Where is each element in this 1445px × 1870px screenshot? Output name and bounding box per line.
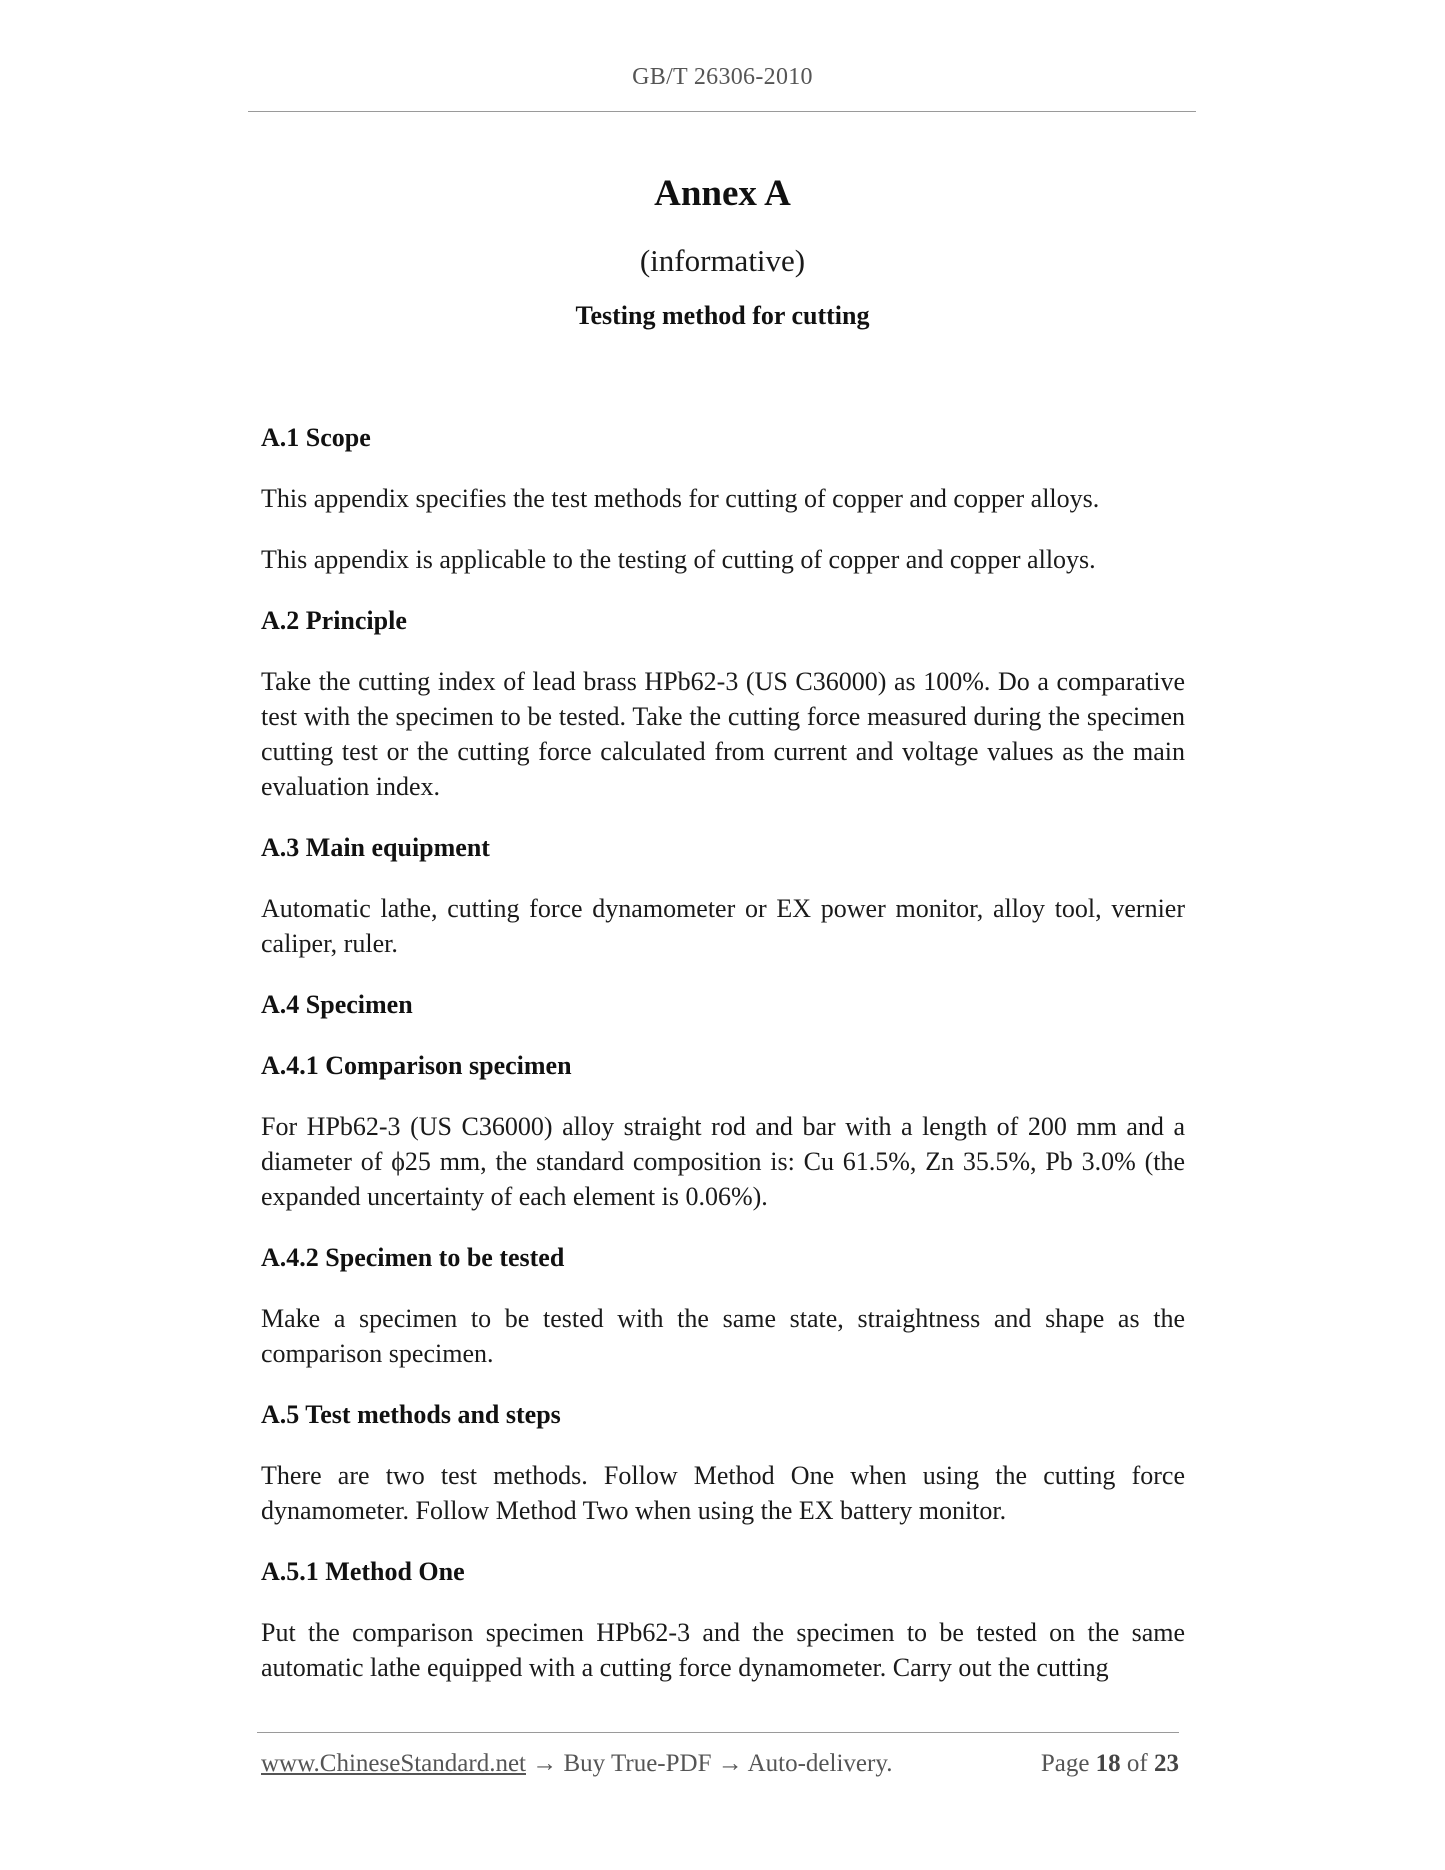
paragraph: Make a specimen to be tested with the same state, straightness and shape as the comparison specimen. [261, 1304, 1185, 1368]
section-heading-a3: A.3 Main equipment [261, 833, 490, 862]
auto-delivery-text: → Auto-delivery. [717, 1750, 893, 1777]
header-divider [248, 111, 1196, 112]
paragraph: Put the comparison specimen HPb62-3 and the specimen to be tested on the same automatic lathe equipped with a cutting force dynamometer. Carry out the cutting [261, 1618, 1185, 1682]
of-label: of [1120, 1750, 1154, 1777]
annex-type: (informative) [639, 243, 806, 278]
paragraph: This appendix is applicable to the testing of cutting of copper and copper alloys. [261, 545, 1096, 574]
footer-promo [261, 1750, 892, 1778]
page-indicator [1041, 1750, 1179, 1778]
section-heading-a1: A.1 Scope [261, 423, 371, 452]
website-link[interactable]: www.ChineseStandard.net [261, 1750, 526, 1777]
document-code: GB/T 26306-2010 [632, 64, 813, 90]
section-heading-a5: A.5 Test methods and steps [261, 1400, 561, 1429]
section-heading-a5-1: A.5.1 Method One [261, 1557, 465, 1586]
section-heading-a4-1: A.4.1 Comparison specimen [261, 1051, 572, 1080]
section-heading-a4-2: A.4.2 Specimen to be tested [261, 1243, 565, 1272]
document-body [261, 420, 1185, 1711]
paragraph: Automatic lathe, cutting force dynamometer or EX power monitor, alloy tool, vernier caliper, ruler. [261, 894, 1185, 958]
page-total: 23 [1154, 1750, 1179, 1777]
footer-divider [257, 1732, 1179, 1733]
section-heading-a2: A.2 Principle [261, 606, 407, 635]
buy-pdf-text: → Buy True-PDF [526, 1750, 718, 1777]
annex-heading: Testing method for cutting [575, 301, 870, 330]
paragraph: Take the cutting index of lead brass HPb62-3 (US C36000) as 100%. Do a comparative test with the specimen to be tested. Take the cutting force measured during the specimen cutting test or the cutting force calculated from current and voltage values as the main evaluation index. [261, 667, 1185, 801]
page-label: Page [1040, 1750, 1096, 1777]
paragraph: There are two test methods. Follow Method One when using the cutting force dynamometer. Follow Method Two when using the EX battery monitor. [261, 1461, 1185, 1525]
paragraph: For HPb62-3 (US C36000) alloy straight rod and bar with a length of 200 mm and a diameter of ϕ25 mm, the standard composition is: Cu 61.5%, Zn 35.5%, Pb 3.0% (the expanded uncertainty of each element is 0.06%). [261, 1112, 1185, 1211]
page-number: 18 [1095, 1750, 1121, 1777]
annex-title: Annex A [654, 173, 791, 214]
section-heading-a4: A.4 Specimen [261, 990, 413, 1019]
paragraph: This appendix specifies the test methods for cutting of copper and copper alloys. [261, 484, 1100, 513]
